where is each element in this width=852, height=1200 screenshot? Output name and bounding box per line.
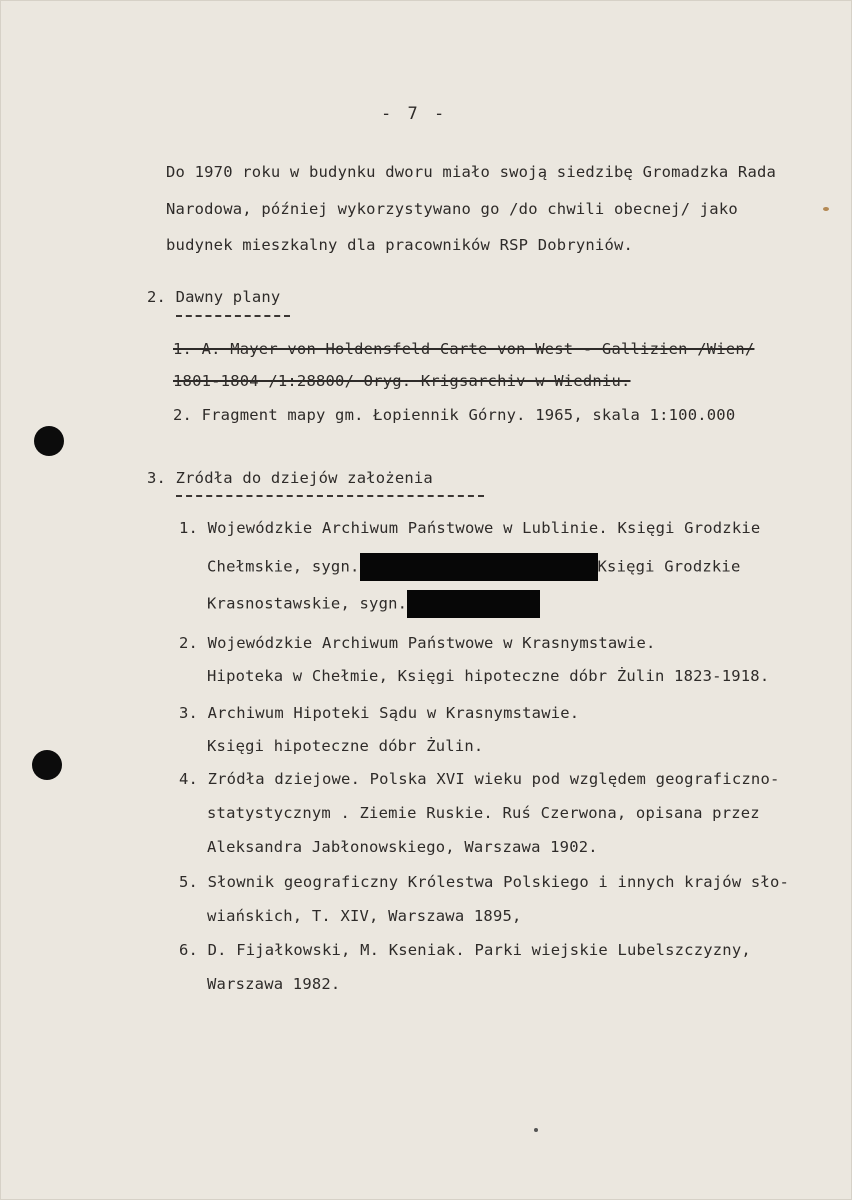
ink-dot (534, 1128, 538, 1132)
section-3-item-1-line-2 (207, 553, 741, 581)
section-2-item-1-line-1: 1. A. Mayer von Holdensfeld Carte von West - Gallizien /Wien/ (173, 340, 755, 358)
section-3-underline (176, 495, 484, 497)
section-3-item-4-line-2: statystycznym . Ziemie Ruskie. Ruś Czerwona, opisana przez (207, 804, 760, 822)
section-3-item-5-line-1: 5. Słownik geograficzny Królestwa Polskiego i innych krajów sło- (179, 873, 790, 891)
section-2-item-2: 2. Fragment mapy gm. Łopiennik Górny. 1965, skala 1:100.000 (173, 406, 736, 424)
section-3-item-1-line-3 (207, 590, 540, 618)
section-3-item-2-line-1: 2. Wojewódzkie Archiwum Państwowe w Krasnymstawie. (179, 634, 656, 652)
item-1-signature-label-2: Krasnostawskie, sygn. (207, 594, 408, 613)
section-3-item-3-line-1: 3. Archiwum Hipoteki Sądu w Krasnymstawie. (179, 704, 580, 722)
section-2-item-1-line-2: 1801-1804 /1:28800/ Oryg. Krigsarchiv w Wiedniu. (173, 372, 631, 390)
section-3-item-6-line-1: 6. D. Fijałkowski, M. Kseniak. Parki wiejskie Lubelszczyzny, (179, 941, 751, 959)
intro-line-3: budynek mieszkalny dla pracowników RSP Dobryniów. (166, 236, 634, 254)
punch-hole (32, 750, 62, 780)
punch-hole (34, 426, 64, 456)
page-number: - 7 - (381, 104, 448, 124)
section-3-item-4-line-1: 4. Zródła dziejowe. Polska XVI wieku pod względem geograficzno- (179, 770, 780, 788)
item-1-second-source: Księgi Grodzkie (597, 557, 741, 576)
intro-line-1: Do 1970 roku w budynku dworu miało swoją siedzibę Gromadzka Rada (166, 163, 777, 181)
ink-speck (823, 207, 829, 211)
redaction-box (407, 590, 540, 618)
section-3-item-5-line-2: wiańskich, T. XIV, Warszawa 1895, (207, 907, 522, 925)
section-3-item-2-line-2: Hipoteka w Chełmie, Księgi hipoteczne dóbr Żulin 1823-1918. (207, 667, 770, 685)
section-3-heading: 3. Zródła do dziejów założenia (147, 469, 433, 487)
redaction-box (360, 553, 598, 581)
section-3-item-1-line-1: 1. Wojewódzkie Archiwum Państwowe w Lublinie. Księgi Grodzkie (179, 519, 761, 537)
section-2-underline (176, 315, 290, 317)
section-3-item-6-line-2: Warszawa 1982. (207, 975, 341, 993)
section-2-heading: 2. Dawny plany (147, 288, 281, 306)
item-1-signature-label: Chełmskie, sygn. (207, 557, 360, 576)
section-3-item-3-line-2: Księgi hipoteczne dóbr Żulin. (207, 737, 484, 755)
section-3-item-4-line-3: Aleksandra Jabłonowskiego, Warszawa 1902. (207, 838, 598, 856)
intro-line-2: Narodowa, później wykorzystywano go /do chwili obecnej/ jako (166, 200, 738, 218)
